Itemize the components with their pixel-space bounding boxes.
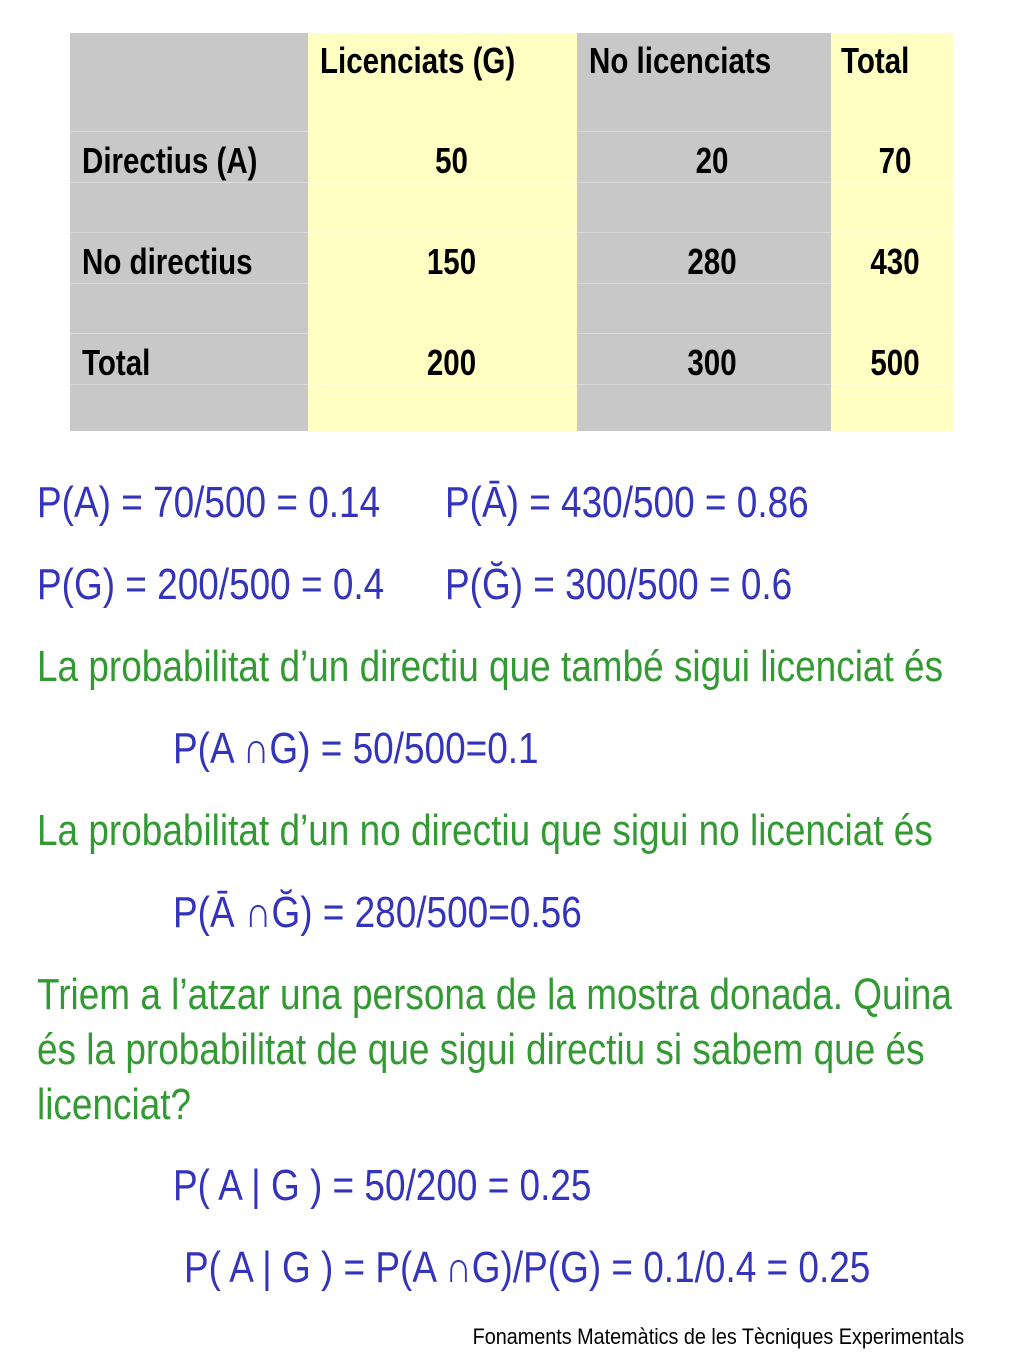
formula-conditional-2: P( A | G ) = P(A ∩G)/P(G) = 0.1/0.4 = 0.25 bbox=[184, 1243, 871, 1292]
question-line-1: Triem a l’atzar una persona de la mostra donada. Quina bbox=[37, 970, 952, 1019]
table-row-divider bbox=[70, 131, 953, 132]
table-cell: 300 bbox=[687, 342, 737, 383]
table-header-no-licenciats: No licenciats bbox=[589, 40, 772, 81]
formula-conditional-1: P( A | G ) = 50/200 = 0.25 bbox=[173, 1161, 592, 1210]
table-cell: 150 bbox=[426, 241, 477, 282]
explanation-text-2: La probabilitat d’un no directiu que sigui no licenciat és bbox=[37, 806, 933, 855]
table-header-licenciats: Licenciats (G) bbox=[320, 40, 516, 81]
question-line-3: licenciat? bbox=[37, 1080, 192, 1129]
footer-course-title: Fonaments Matemàtics de les Tècniques Experimentals bbox=[472, 1324, 964, 1349]
table-cell: 500 bbox=[870, 342, 920, 383]
formula-p-g: P(G) = 200/500 = 0.4 bbox=[37, 560, 385, 609]
data-table bbox=[70, 33, 953, 431]
formula-intersection-not: P(Ā ∩Ğ) = 280/500=0.56 bbox=[173, 888, 582, 937]
table-cell: 20 bbox=[695, 140, 729, 181]
formula-intersection: P(A ∩G) = 50/500=0.1 bbox=[173, 724, 539, 773]
formula-p-a: P(A) = 70/500 = 0.14 bbox=[37, 478, 381, 527]
table-row-label: Total bbox=[82, 342, 151, 383]
table-row-divider bbox=[70, 232, 953, 233]
table-row-label: Directius (A) bbox=[82, 140, 258, 181]
question-line-2: és la probabilitat de que sigui directiu si sabem que és bbox=[37, 1025, 925, 1074]
formula-p-not-a: P(Ā) = 430/500 = 0.86 bbox=[445, 478, 809, 527]
table-row-label: No directius bbox=[82, 241, 253, 282]
table-cell: 50 bbox=[435, 140, 468, 181]
table-cell: 200 bbox=[426, 342, 477, 383]
formula-p-not-g: P(Ğ) = 300/500 = 0.6 bbox=[445, 560, 793, 609]
table-cell: 70 bbox=[878, 140, 912, 181]
table-cell: 280 bbox=[687, 241, 737, 282]
table-cell: 430 bbox=[870, 241, 920, 282]
table-row-divider bbox=[70, 333, 953, 334]
explanation-text-1: La probabilitat d’un directiu que també sigui licenciat és bbox=[37, 642, 944, 691]
table-header-total: Total bbox=[841, 40, 910, 81]
